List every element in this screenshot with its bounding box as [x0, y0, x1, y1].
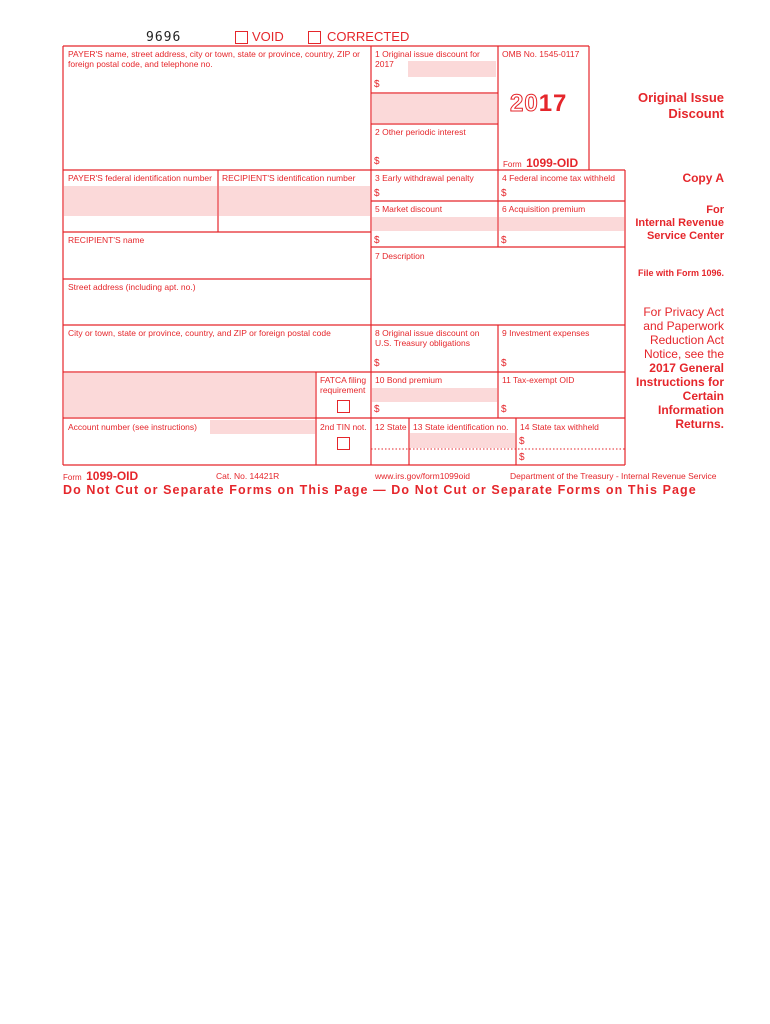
do-not-cut-banner: Do Not Cut or Separate Forms on This Page — Do Not Cut or Separate Forms on This Page	[63, 483, 697, 497]
box14-dollar-2: $	[519, 452, 525, 463]
box14-label: 14 State tax withheld	[520, 422, 599, 432]
box13-label: 13 State identification no.	[413, 422, 509, 432]
instr-2: Instructions for	[635, 375, 724, 389]
tin-not-checkbox[interactable]	[337, 437, 350, 450]
box1b-fill[interactable]	[372, 94, 497, 123]
title-line1: Original Issue	[638, 90, 724, 105]
for-label: For	[706, 204, 724, 216]
irs-center-2: Service Center	[646, 230, 724, 242]
fatca-label-2: requirement	[320, 385, 366, 395]
copy-a: Copy A	[682, 171, 724, 185]
recipient-tin-fill[interactable]	[219, 186, 370, 216]
privacy-4: Notice, see the	[643, 347, 724, 361]
box13-fill[interactable]	[410, 433, 515, 448]
footer-form-name: 1099-OID	[86, 469, 139, 483]
fatca-label-1: FATCA filing	[320, 375, 367, 385]
box8-dollar: $	[374, 358, 380, 369]
box10-dollar: $	[374, 404, 380, 415]
box12-label: 12 State	[375, 422, 407, 432]
tax-year	[510, 90, 567, 118]
box4-dollar: $	[501, 188, 507, 199]
box5-fill[interactable]	[372, 217, 497, 231]
box8-label-2: U.S. Treasury obligations	[375, 338, 470, 348]
payer-tin-fill[interactable]	[64, 186, 217, 216]
privacy-3: Reduction Act	[649, 333, 724, 347]
box4-label: 4 Federal income tax withheld	[502, 173, 615, 183]
footer-url: www.irs.gov/form1099oid	[375, 471, 470, 481]
box6-dollar: $	[501, 235, 507, 246]
year-suffix: 17	[538, 90, 568, 117]
box1-label: 1 Original issue discount for 2017	[375, 49, 480, 69]
void-label: VOID	[252, 29, 284, 44]
privacy-2: and Paperwork	[643, 319, 724, 333]
city-label: City or town, state or province, country, and ZIP or foreign postal code	[68, 328, 331, 338]
form-id-box	[503, 154, 578, 172]
box10-fill[interactable]	[372, 388, 497, 402]
box11-dollar: $	[501, 404, 507, 415]
box8-label-1: 8 Original issue discount on	[375, 328, 480, 338]
box6-label: 6 Acquisition premium	[502, 204, 586, 214]
account-label: Account number (see instructions)	[68, 422, 197, 432]
tin-not-label: 2nd TIN not.	[320, 422, 367, 432]
form-name: 1099-OID	[526, 156, 579, 170]
box7-label: 7 Description	[375, 251, 425, 261]
file-with: File with Form 1096.	[637, 268, 724, 278]
form-word: Form	[503, 160, 522, 169]
recipient-tin-label: RECIPIENT'S identification number	[222, 173, 356, 183]
box2-label: 2 Other periodic interest	[375, 127, 466, 137]
footer-cat: Cat. No. 14421R	[216, 471, 280, 481]
title-line2: Discount	[668, 106, 724, 121]
box10-label: 10 Bond premium	[375, 375, 443, 385]
box3-dollar: $	[374, 188, 380, 199]
year-prefix: 20	[510, 90, 539, 117]
box5-label: 5 Market discount	[375, 204, 443, 214]
box14-dollar-1: $	[519, 436, 525, 447]
recipient-name-label: RECIPIENT'S name	[68, 235, 145, 245]
box5-dollar: $	[374, 235, 380, 246]
instr-4: Information	[658, 403, 724, 417]
footer-form-word: Form	[63, 473, 82, 482]
box9-dollar: $	[501, 358, 507, 369]
fatca-checkbox[interactable]	[337, 400, 350, 413]
payer-name-label: PAYER'S name, street address, city or town, state or province, country, ZIP or foreign postal code, and telephone no.	[68, 49, 361, 69]
box1-dollar: $	[374, 79, 380, 90]
footer-dept: Department of the Treasury - Internal Revenue Service	[510, 471, 717, 481]
instr-1: 2017 General	[649, 361, 724, 375]
box2-dollar: $	[374, 156, 380, 167]
corrected-label: CORRECTED	[327, 29, 410, 44]
box6-fill[interactable]	[499, 217, 624, 231]
omb-label: OMB No. 1545-0117	[502, 49, 580, 59]
box11-label: 11 Tax-exempt OID	[502, 375, 575, 385]
irs-center-1: Internal Revenue	[635, 217, 724, 229]
instr-3: Certain	[682, 389, 724, 403]
box3-label: 3 Early withdrawal penalty	[375, 173, 474, 183]
fatca-left-fill[interactable]	[64, 373, 315, 417]
form-code: 9696	[146, 30, 182, 45]
payer-tin-label: PAYER'S federal identification number	[68, 173, 212, 183]
privacy-1: For Privacy Act	[643, 305, 724, 319]
street-label: Street address (including apt. no.)	[68, 282, 196, 292]
instr-5: Returns.	[675, 417, 724, 431]
box9-label: 9 Investment expenses	[502, 328, 590, 338]
account-fill[interactable]	[210, 420, 315, 434]
